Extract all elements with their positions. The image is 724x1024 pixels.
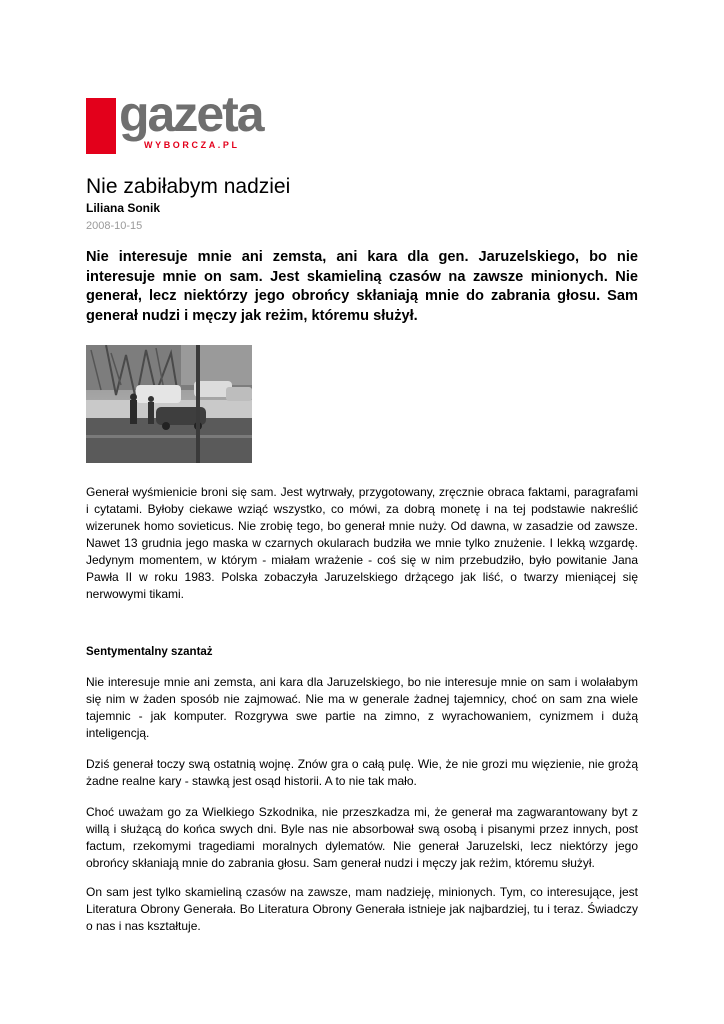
- logo-wordmark: gazeta: [119, 86, 263, 142]
- article-paragraph-5: On sam jest tylko skamieliną czasów na zawsze, mam nadzieję, minionych. Tym, co interesujące, jest Literatura Obrony Generała. Bo Literatura Obrony Generała istnieje jak najbardziej, tu i teraz. Świadczy o nas i nas kształtuje.: [86, 885, 638, 933]
- article-paragraph-2: Nie interesuje mnie ani zemsta, ani kara dla Jaruzelskiego, bo nie interesuje mnie on sam i wolałabym się nim w żaden sposób nie zajmować. Nie ma w generale żadnej tajemnicy, choć on sam zna wiele tajemnic - jak komputer. Rozgrywa swe partie na zimno, z wyrachowaniem, cynizmem i dużą inteligencją.: [86, 675, 638, 740]
- article-paragraph-3: Dziś generał toczy swą ostatnią wojnę. Znów gra o całą pulę. Wie, że nie grozi mu więzienie, nie grożą żadne realne kary - stawką jest osąd historii. A to nie tak mało.: [86, 757, 638, 788]
- article-paragraph-4: Choć uważam go za Wielkiego Szkodnika, nie przeszkadza mi, że generał ma zagwarantowany byt z willą i służącą do końca swych dni. Byle nas nie absorbował swą osobą i pisanymi przez innych, post factum, rzekomymi tragediami moralnych dylematów. Nie generał Jaruzelski, lecz niektórzy jego obrońcy skłaniają mnie do zabrania głosu. Sam generał nudzi i męczy jak reżim, któremu służył.: [86, 805, 638, 870]
- logo-red-block: [86, 98, 116, 154]
- article-title: Nie zabiłabym nadziei: [86, 175, 291, 198]
- article-date: 2008-10-15: [86, 220, 143, 232]
- article-author: Liliana Sonik: [86, 201, 161, 215]
- article-photo: [86, 345, 252, 463]
- logo-subtitle: WYBORCZA.PL: [144, 140, 240, 150]
- gazeta-wyborcza-logo[interactable]: [86, 86, 263, 158]
- article-paragraph-1: Generał wyśmienicie broni się sam. Jest wytrwały, przygotowany, zręcznie obraca faktami, paragrafami i cytatami. Byłoby ciekawe wziąć wszystko, co mówi, za dobrą monetę i na tej podstawie nakreślić wizerunek homo sovieticus. Nie zrobię tego, bo generał mnie nuży. Od dawna, w zasadzie od zawsze. Nawet 13 grudnia jego maska w czarnych okularach budziła we mnie tylko znużenie. I lekką wzgardę. Jedynym momentem, w którym - miałam wrażenie - coś się w nim przebudziło, było powitanie Jana Pawła II w roku 1983. Polska zobaczyła Jaruzelskiego drżącego jak liść, o twarzy mieniącej się nerwowymi tikami.: [86, 485, 638, 601]
- article-subhead: Sentymentalny szantaż: [86, 646, 213, 658]
- article-lead: Nie interesuje mnie ani zemsta, ani kara dla gen. Jaruzelskiego, bo nie interesuje mnie on sam. Jest skamieliną czasów na zawsze minionych. Nie generał, lecz niektórzy jego obrońcy skłaniają mnie do zabrania głosu. Sam generał nudzi i męczy jak reżim, któremu służył.: [86, 249, 638, 324]
